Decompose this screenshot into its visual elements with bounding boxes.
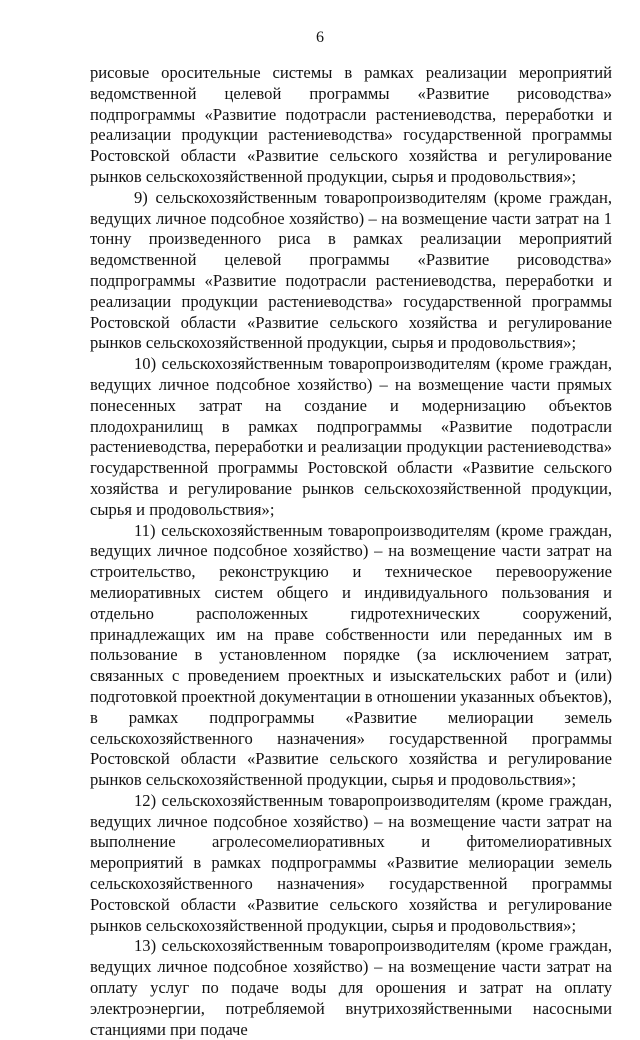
paragraph-item-11: 11) сельскохозяйственным товаропроизводителям (кроме граждан, ведущих личное подсобное хозяйство) – на возмещение части затрат на строительство, реконструкцию и техническое перевооружение мелиоративных систем общего и индивидуального пользования и отдельно расположенных гидротехнических сооружений, принадлежащих им на праве собственности или переданных им в пользование в установленном порядке (за исключением затрат, связанных с проведением проектных и изыскательских работ и (или) подготовкой проектной документации в отношении указанных объектов), в рамках подпрограммы «Развитие мелиорации земель сельскохозяйственного назначения» государственной программы Ростовской области «Развитие сельского хозяйства и регулирование рынков сельскохозяйственной продукции, сырья и продовольствия»;	[90, 520, 612, 790]
paragraph-item-13: 13) сельскохозяйственным товаропроизводителям (кроме граждан, ведущих личное подсобное хозяйство) – на возмещение части затрат на оплату услуг по подаче воды для орошения и затрат на оплату электроэнергии, потребляемой внутрихозяйственными насосными станциями при подаче	[90, 936, 612, 1039]
paragraph-continuation: рисовые оросительные системы в рамках реализации мероприятий ведомственной целевой программы «Развитие рисоводства» подпрограммы «Развитие подотрасли растениеводства, переработки и реализации продукции растениеводства» государственной программы Ростовской области «Развитие сельского хозяйства и регулирование рынков сельскохозяйственной продукции, сырья и продовольствия»;	[90, 63, 612, 186]
document-body	[90, 63, 612, 1040]
paragraph-item-10: 10) сельскохозяйственным товаропроизводителям (кроме граждан, ведущих личное подсобное хозяйство) – на возмещение части прямых понесенных затрат на создание и модернизацию объектов плодохранилищ в рамках подпрограммы «Развитие подотрасли растениеводства, переработки и реализации продукции растениеводства» государственной программы Ростовской области «Развитие сельского хозяйства и регулирование рынков сельскохозяйственной продукции, сырья и продовольствия»;	[90, 354, 612, 519]
page-number: 6	[316, 29, 324, 46]
paragraph-item-12: 12) сельскохозяйственным товаропроизводителям (кроме граждан, ведущих личное подсобное хозяйство) – на возмещение части затрат на выполнение агролесомелиоративных и фитомелиоративных мероприятий в рамках подпрограммы «Развитие мелиорации земель сельскохозяйственного назначения» государственной программы Ростовской области «Развитие сельского хозяйства и регулирование рынков сельскохозяйственной продукции, сырья и продовольствия»;	[90, 790, 612, 935]
paragraph-item-9: 9) сельскохозяйственным товаропроизводителям (кроме граждан, ведущих личное подсобное хозяйство) – на возмещение части затрат на 1 тонну произведенного риса в рамках реализации мероприятий ведомственной целевой программы «Развитие рисоводства» подпрограммы «Развитие подотрасли растениеводства, переработки и реализации продукции растениеводства» государственной программы Ростовской области «Развитие сельского хозяйства и регулирование рынков сельскохозяйственной продукции, сырья и продовольствия»;	[90, 187, 612, 353]
